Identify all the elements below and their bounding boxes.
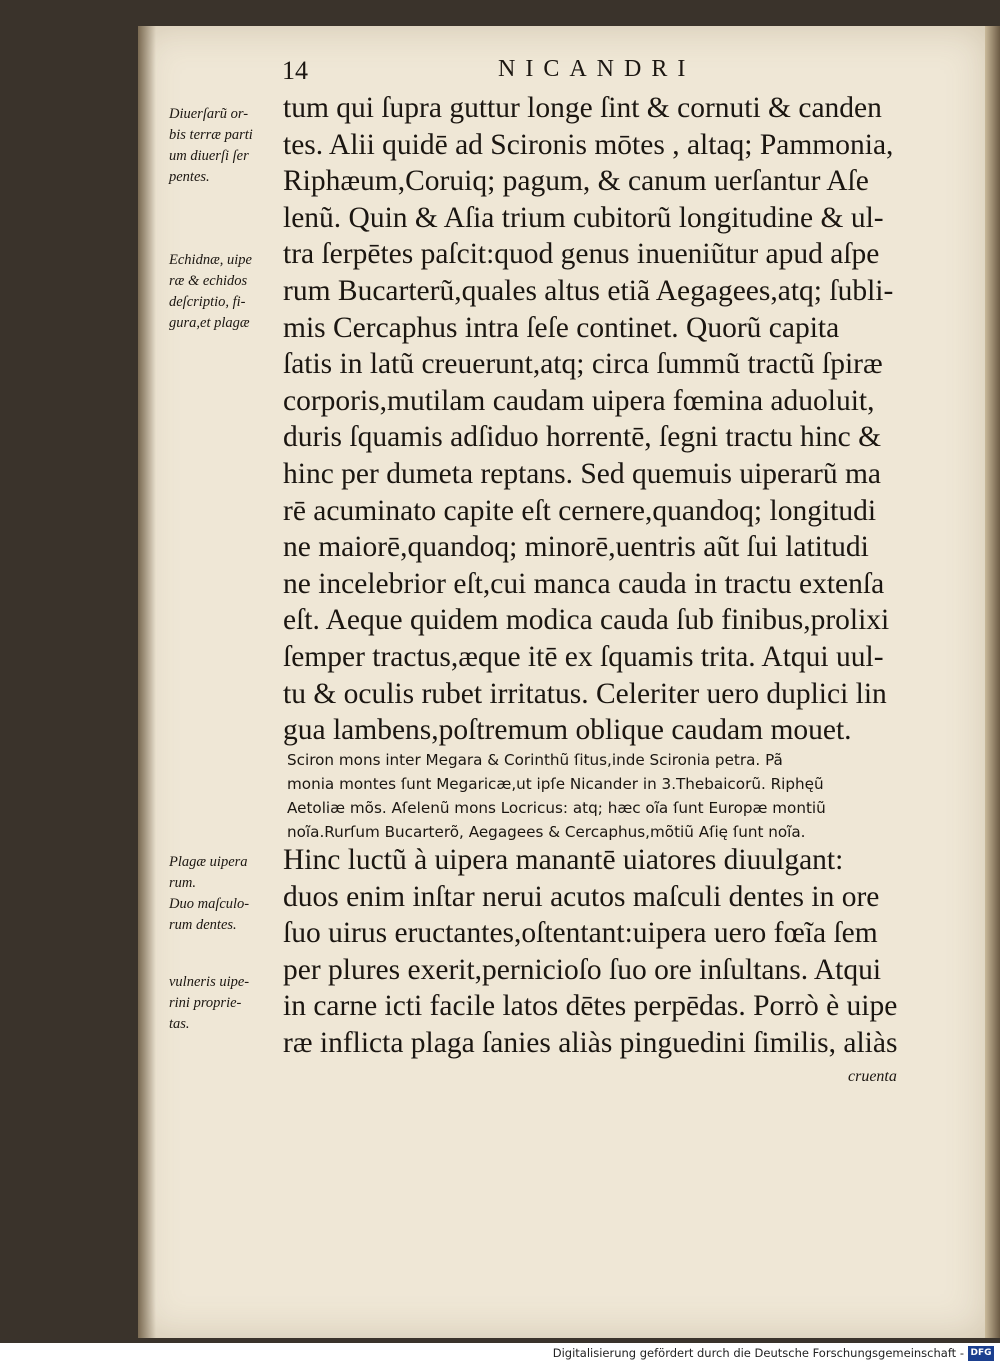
text-line: tra ſerpētes paſcit:quod genus inueniũtur apud aſpe	[283, 238, 880, 271]
digitization-credit: Digitalisierung gefördert durch die Deutsche Forschungsgemeinschaft -	[552, 1346, 964, 1360]
main-text-block-2	[283, 842, 923, 1062]
text-line: ne maiorē,quandoq; minorē,uentris aũt ſui latitudi	[283, 531, 869, 564]
text-line: corporis,mutilam caudam uipera fœmina aduoluit,	[283, 384, 875, 417]
marginal-note-line: ræ & echidos	[169, 273, 248, 289]
marginal-note-line: rum dentes.	[169, 917, 237, 933]
text-line: duos enim inſtar nerui acutos maſculi dentes in ore	[283, 880, 880, 913]
dfg-logo: DFG	[968, 1346, 994, 1361]
text-line: mis Cercaphus intra ſeſe continet. Quorũ capita	[283, 311, 840, 344]
running-head	[0, 56, 1000, 92]
marginal-note	[169, 852, 281, 936]
commentary-block	[287, 748, 927, 844]
text-line: ne incelebrior eſt,cui manca cauda in tractu extenſa	[283, 567, 885, 600]
text-line: rē acuminato capite eſt cernere,quandoq; longitudi	[283, 494, 877, 527]
marginal-note-line: tas.	[169, 1016, 190, 1032]
commentary-line: Sciron mons inter Megara & Corinthũ ſitus,inde Scironia petra. Pã	[287, 751, 783, 769]
marginal-note-line: pentes.	[169, 169, 210, 185]
marginal-note-line: rum.	[169, 875, 196, 891]
text-line: Hinc luctũ à uipera manantē uiatores diuulgant:	[283, 844, 844, 876]
marginal-note-line: Plagæ uipera	[169, 854, 248, 870]
marginal-note	[169, 972, 281, 1035]
text-line: in carne icti facile latos dētes perpēdas. Porrò è uipe	[283, 990, 898, 1023]
commentary-line: noĩa.Rurſum Bucarterõ, Aegagees & Cercaphus,mõtiũ Aſię ſunt noĩa.	[287, 823, 806, 841]
text-line: tes. Alii quidē ad Scironis mōtes , altaq; Pammonia,	[283, 128, 894, 161]
running-head-title: NICANDRI	[498, 56, 696, 82]
marginal-note-line: Duo maſculo-	[169, 896, 250, 912]
text-line: tu & oculis rubet irritatus. Celeriter uero duplici lin	[283, 677, 887, 710]
page-number: 14	[282, 56, 308, 85]
page-edge	[985, 26, 1000, 1338]
marginal-note-line: vulneris uipe-	[169, 974, 250, 990]
text-line: tum qui ſupra guttur longe ſint & cornuti & canden	[283, 92, 882, 124]
marginal-note	[169, 250, 281, 334]
marginal-note-line: rini proprie-	[169, 995, 242, 1011]
commentary-line: Aetoliæ mõs. Aſelenũ mons Locricus: atq; hæc oĩa ſunt Europæ montiũ	[287, 799, 826, 817]
marginal-note-line: Diuerſarũ or-	[169, 106, 249, 122]
commentary-line: monia montes ſunt Megaricæ,ut ipſe Nicander in 3.Thebaicorũ. Riphęũ	[287, 775, 824, 793]
marginal-note-line: deſcriptio, fi-	[169, 294, 246, 310]
text-line: ſatis in latũ creuerunt,atq; circa ſummũ tractũ ſpiræ	[283, 348, 883, 381]
text-line: hinc per dumeta reptans. Sed quemuis uiperarũ ma	[283, 457, 882, 490]
text-line: duris ſquamis adſiduo horrentē, ſegni tractu hinc &	[283, 421, 882, 454]
marginal-note	[169, 104, 281, 188]
marginal-note-line: gura,et plagæ	[169, 315, 250, 331]
digitization-footer	[0, 1343, 1000, 1365]
text-line: rum Bucarterũ,quales altus etiã Aegagees,atq; ſubli-	[283, 274, 894, 307]
marginal-note-line: bis terræ parti	[169, 127, 253, 143]
text-line: gua lambens,poſtremum oblique caudam mouet.	[283, 714, 852, 747]
marginal-note-line: Echidnæ, uipe	[169, 252, 252, 268]
text-line: ſuo uirus eructantes,oſtentant:uipera uero fœĩa ſem	[283, 917, 878, 950]
text-line: ræ inflicta plaga ſanies aliàs pinguedini ſimilis, aliàs	[283, 1026, 898, 1059]
text-line: eſt. Aeque quidem modica cauda ſub finibus,prolixi	[283, 604, 890, 637]
page-gutter-shadow	[138, 26, 156, 1338]
text-line: Riphæum,Coruiq; pagum, & canum uerſantur Aſe	[283, 165, 869, 198]
text-line: lenũ. Quin & Aſia trium cubitorũ longitudine & ul-	[283, 201, 884, 234]
marginal-note-line: um diuerſi ſer	[169, 148, 249, 164]
text-line: ſemper tractus,æque itē ex ſquamis trita. Atqui uul-	[283, 640, 884, 673]
text-line: per plures exerit,pernicioſo ſuo ore inſultans. Atqui	[283, 953, 882, 986]
main-text-block-1	[283, 90, 923, 749]
catchword: cruenta	[848, 1068, 897, 1085]
